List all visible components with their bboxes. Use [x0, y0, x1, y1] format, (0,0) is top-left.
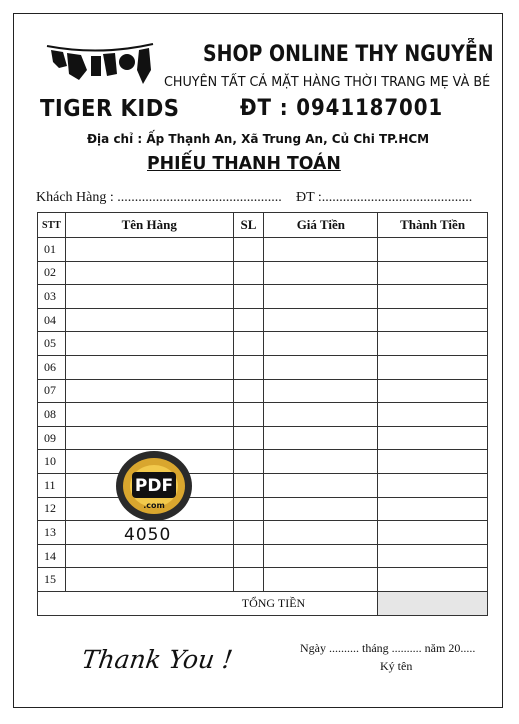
table-row [38, 355, 488, 379]
customer-phone-field: ĐT :........................................... [296, 190, 473, 205]
table-row [38, 568, 488, 592]
amount-cell[interactable] [378, 473, 488, 497]
qty-cell[interactable] [233, 355, 264, 379]
price-cell[interactable] [264, 355, 378, 379]
row-number: 03 [38, 285, 66, 309]
shop-name: SHOP ONLINE THY NGUYỄN [203, 42, 494, 67]
row-number: 09 [38, 426, 66, 450]
price-cell[interactable] [264, 473, 378, 497]
table-body [38, 238, 488, 592]
amount-cell[interactable] [378, 332, 488, 356]
qty-cell[interactable] [233, 544, 264, 568]
item-cell[interactable] [65, 544, 233, 568]
qty-cell[interactable] [233, 450, 264, 474]
price-cell[interactable] [264, 521, 378, 545]
qty-cell[interactable] [233, 426, 264, 450]
row-number: 02 [38, 261, 66, 285]
table-row [38, 308, 488, 332]
price-cell[interactable] [264, 379, 378, 403]
total-amount-box [378, 591, 488, 615]
item-cell[interactable] [65, 308, 233, 332]
qty-cell[interactable] [233, 332, 264, 356]
row-number: 06 [38, 355, 66, 379]
qty-cell[interactable] [233, 521, 264, 545]
row-number: 11 [38, 473, 66, 497]
price-cell[interactable] [264, 426, 378, 450]
amount-cell[interactable] [378, 379, 488, 403]
amount-cell[interactable] [378, 450, 488, 474]
amount-cell[interactable] [378, 238, 488, 262]
qty-cell[interactable] [233, 308, 264, 332]
price-cell[interactable] [264, 308, 378, 332]
qty-cell[interactable] [233, 497, 264, 521]
items-table [37, 212, 488, 616]
price-cell[interactable] [264, 544, 378, 568]
amount-cell[interactable] [378, 521, 488, 545]
price-cell[interactable] [264, 403, 378, 427]
item-cell[interactable] [65, 379, 233, 403]
price-cell[interactable] [264, 238, 378, 262]
amount-cell[interactable] [378, 403, 488, 427]
badge-text: PDF [134, 476, 174, 496]
pdf-badge-watermark [112, 450, 196, 526]
row-number: 04 [38, 308, 66, 332]
price-cell[interactable] [264, 497, 378, 521]
shop-address: Địa chỉ : Ấp Thạnh An, Xã Trung An, Củ Chi TP.HCM [87, 131, 430, 146]
row-number: 08 [38, 403, 66, 427]
table-row [38, 379, 488, 403]
row-number: 01 [38, 238, 66, 262]
item-cell[interactable] [65, 238, 233, 262]
brand-name: TIGER KIDS [40, 96, 180, 122]
shop-phone: ĐT : 0941187001 [240, 96, 444, 121]
qty-cell[interactable] [233, 403, 264, 427]
table-row [38, 473, 488, 497]
item-cell[interactable] [65, 403, 233, 427]
thank-you-text: Thank You ! [79, 645, 235, 674]
header-item: Tên Hàng [65, 213, 233, 238]
table-row [38, 285, 488, 309]
table-row [38, 544, 488, 568]
total-label: TỔNG TIỀN [38, 591, 378, 615]
amount-cell[interactable] [378, 261, 488, 285]
item-cell[interactable] [65, 355, 233, 379]
table-row [38, 497, 488, 521]
price-cell[interactable] [264, 285, 378, 309]
qty-cell[interactable] [233, 261, 264, 285]
header-price: Giá Tiền [264, 213, 378, 238]
row-number: 07 [38, 379, 66, 403]
price-cell[interactable] [264, 261, 378, 285]
page-title: PHIẾU THANH TOÁN [147, 153, 341, 174]
row-number: 12 [38, 497, 66, 521]
amount-cell[interactable] [378, 497, 488, 521]
qty-cell[interactable] [233, 379, 264, 403]
header-qty: SL [233, 213, 264, 238]
row-number: 13 [38, 521, 66, 545]
header-stt: STT [38, 213, 66, 238]
item-cell[interactable] [65, 285, 233, 309]
qty-cell[interactable] [233, 568, 264, 592]
price-cell[interactable] [264, 450, 378, 474]
tagline: CHUYÊN TẤT CẢ MẶT HÀNG THỜI TRANG MẸ VÀ BÉ [164, 75, 491, 90]
row-number: 05 [38, 332, 66, 356]
amount-cell[interactable] [378, 544, 488, 568]
amount-cell[interactable] [378, 426, 488, 450]
badge-subtext: .com [143, 501, 165, 510]
clothesline-logo [45, 40, 160, 92]
table-row [38, 450, 488, 474]
qty-cell[interactable] [233, 285, 264, 309]
item-cell[interactable] [65, 426, 233, 450]
amount-cell[interactable] [378, 308, 488, 332]
total-row [38, 591, 488, 615]
table-row [38, 403, 488, 427]
price-cell[interactable] [264, 332, 378, 356]
header-amount: Thành Tiền [378, 213, 488, 238]
amount-cell[interactable] [378, 355, 488, 379]
table-header-row [38, 213, 488, 238]
price-cell[interactable] [264, 568, 378, 592]
amount-cell[interactable] [378, 568, 488, 592]
item-cell[interactable] [65, 332, 233, 356]
item-cell[interactable] [65, 261, 233, 285]
row-number: 14 [38, 544, 66, 568]
table-row [38, 238, 488, 262]
qty-cell[interactable] [233, 473, 264, 497]
watermark-code: 4050 [124, 525, 172, 545]
table-row [38, 261, 488, 285]
item-cell[interactable] [65, 568, 233, 592]
row-number: 10 [38, 450, 66, 474]
table-row [38, 426, 488, 450]
customer-line [36, 190, 473, 206]
table-row [38, 521, 488, 545]
date-line: Ngày .......... tháng .......... năm 20..... [300, 641, 476, 655]
amount-cell[interactable] [378, 285, 488, 309]
qty-cell[interactable] [233, 238, 264, 262]
customer-name-field: Khách Hàng : ............................................... [36, 190, 282, 205]
row-number: 15 [38, 568, 66, 592]
signature-label: Ký tên [380, 659, 413, 673]
table-row [38, 332, 488, 356]
